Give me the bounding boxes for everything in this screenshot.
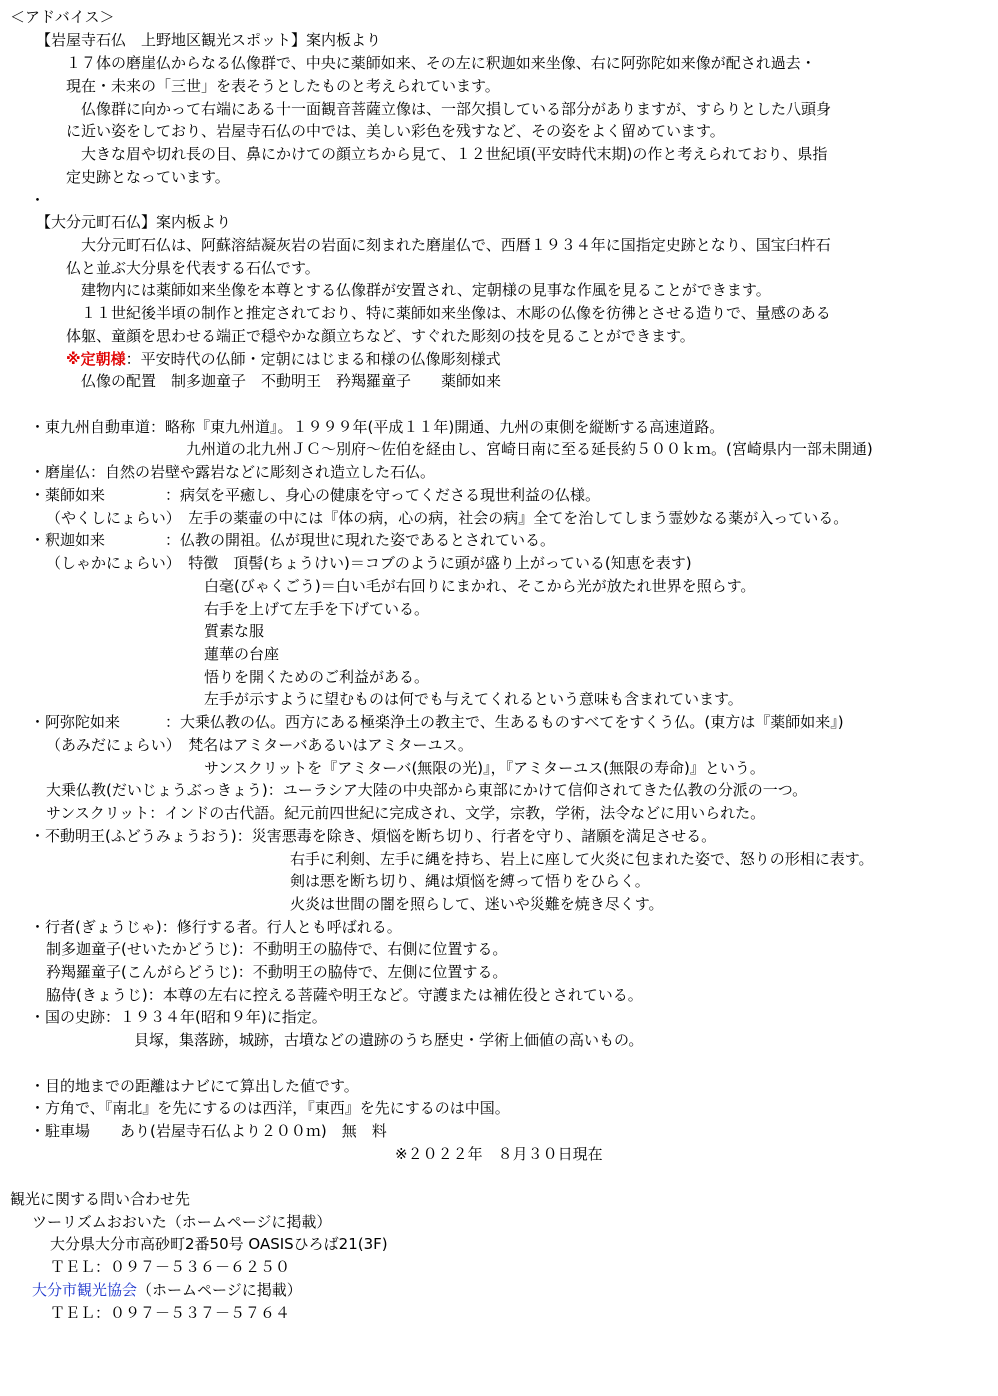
glossary-line: ・釈迦如来 ：仏教の開祖。仏が現世に現れた姿であるとされている。 — [30, 531, 556, 549]
motomachi-line: 体躯、童顔を思わせる端正で穏やかな顔立ちなど、すぐれた彫刻の技を見ることができます。 — [66, 327, 695, 345]
iwaya-title: 【岩屋寺石仏 上野地区観光スポット】案内板より — [36, 31, 382, 49]
glossary-line: 蓮華の台座 — [204, 645, 280, 663]
jocho-note — [66, 348, 501, 370]
glossary-line: ・東九州自動車道：略称『東九州道』。１９９９年(平成１１年)開通、九州の東側を縦断する高速道路。 — [30, 418, 725, 436]
glossary-line: 貝塚，集落跡，城跡，古墳などの遺跡のうち歴史・学術上価値の高いもの。 — [134, 1031, 644, 1049]
glossary-line: 悟りを開くためのご利益がある。 — [204, 668, 430, 686]
glossary-line: サンスクリット：インドの古代語。紀元前四世紀に完成され、文学，宗教，学術，法令などに用いられた。 — [46, 804, 766, 822]
as-of-date: ※２０２２年 ８月３０日現在 — [395, 1145, 603, 1163]
glossary-line: 九州道の北九州ＪＣ～別府～佐伯を経由し、宮崎日南に至る延長約５００ｋｍ。(宮崎県内一部未開通) — [186, 440, 873, 458]
glossary-line: 矜羯羅童子(こんがらどうじ)：不動明王の脇侍で、左側に位置する。 — [46, 963, 508, 981]
advice-heading: ＜アドバイス＞ — [10, 8, 115, 26]
glossary-line: ・国の史跡：１９３４年(昭和９年)に指定。 — [30, 1008, 327, 1026]
tourism-oita-name: ツーリズムおおいた（ホームページに掲載） — [32, 1213, 332, 1231]
glossary-line: 脇侍(きょうじ)：本尊の左右に控える菩薩や明王など。守護または補佐役とされている。 — [46, 986, 643, 1004]
iwaya-line: に近い姿をしており、岩屋寺石仏の中では、美しい彩色を残すなど、その姿をよく留めています。 — [66, 122, 725, 140]
glossary-line: （しゃかにょらい） 特徴 頂髻(ちょうけい)＝コブのように頭が盛り上がっている(知恵を表す) — [46, 554, 692, 572]
note-line: ・駐車場 あり(岩屋寺石仏より２００ｍ) 無 料 — [30, 1122, 387, 1140]
motomachi-title: 【大分元町石仏】案内板より — [36, 213, 232, 231]
iwaya-line: 仏像群に向かって右端にある十一面観音菩薩立像は、一部欠損している部分がありますが、すらりとした八頭身 — [81, 100, 832, 118]
glossary-line: 火炎は世間の闇を照らして、迷いや災難を焼き尽くす。 — [290, 895, 664, 913]
note-mark: ※ — [66, 350, 81, 368]
glossary-line: サンスクリットを『アミターバ(無限の光)』，『アミターユス(無限の寿命)』という。 — [204, 759, 765, 777]
oita-tourism-association — [32, 1279, 302, 1301]
jocho-definition: ：平安時代の仏師・定朝にはじまる和様の仏像彫刻様式 — [125, 350, 501, 368]
glossary-line: ・磨崖仏：自然の岩壁や露岩などに彫刻され造立した石仏。 — [30, 463, 436, 481]
iwaya-line: １７体の磨崖仏からなる仏像群で、中央に薬師如来、その左に釈迦如来坐像、右に阿弥陀如来像が配され過去・ — [66, 54, 816, 72]
glossary-line: 剣は悪を断ち切り、縄は煩悩を縛って悟りをひらく。 — [290, 872, 650, 890]
glossary-line: 右手を上げて左手を下げている。 — [204, 600, 430, 618]
oita-tourism-association-tel: ＴＥＬ：０９７－５３７－５７６４ — [50, 1304, 291, 1322]
iwaya-line: 定史跡となっています。 — [66, 168, 230, 186]
glossary-line: ・薬師如来 ：病気を平癒し、身心の健康を守ってくださる現世利益の仏様。 — [30, 486, 601, 504]
iwaya-line: 大きな眉や切れ長の目、鼻にかけての顔立ちから見て、１２世紀頃(平安時代末期)の作と考えられており、県指 — [81, 145, 828, 163]
oita-tourism-association-link[interactable]: 大分市観光協会 — [32, 1281, 138, 1299]
tourism-oita-address: 大分県大分市高砂町2番50号 OASISひろば21(3F) — [50, 1235, 388, 1253]
motomachi-line: 建物内には薬師如来坐像を本尊とする仏像群が安置され、定朝様の見事な作風を見ることができます。 — [81, 281, 771, 299]
glossary-line: ・阿弥陀如来 ：大乗仏教の仏。西方にある極楽浄土の教主で、生あるものすべてをすくう仏。(東方は『薬師如来』) — [30, 713, 844, 731]
motomachi-line: 大分元町石仏は、阿蘇溶結凝灰岩の岩面に刻まれた磨崖仏で、西暦１９３４年に国指定史跡となり、国宝臼杵石 — [81, 236, 831, 254]
glossary-line: 右手に利剣、左手に縄を持ち、岩上に座して火炎に包まれた姿で、怒りの形相に表す。 — [290, 850, 874, 868]
glossary-line: 制多迦童子(せいたかどうじ)：不動明王の脇侍で、右側に位置する。 — [46, 940, 508, 958]
glossary-line: 左手が示すように望むものは何でも与えてくれるという意味も含まれています。 — [204, 690, 743, 708]
motomachi-line: １１世紀後半頃の制作と推定されており、特に薬師如来坐像は、木彫の仏像を彷彿とさせる造りで、量感のある — [81, 304, 831, 322]
contact-heading: 観光に関する問い合わせ先 — [10, 1190, 191, 1208]
glossary-line: ・行者(ぎょうじゃ)：修行する者。行人とも呼ばれる。 — [30, 918, 402, 936]
glossary-line: ・不動明王(ふどうみょうおう)：災害悪毒を除き、煩悩を断ち切り、行者を守り、諸願を満足させる。 — [30, 827, 717, 845]
jocho-term: 定朝様 — [80, 350, 126, 368]
iwaya-line: 現在・未来の「三世」を表そうとしたものと考えられています。 — [66, 77, 500, 95]
oita-tourism-association-note: （ホームページに掲載） — [137, 1281, 302, 1299]
tourism-oita-tel: ＴＥＬ：０９７－５３６－６２５０ — [50, 1258, 291, 1276]
note-line: ・目的地までの距離はナビにて算出した値です。 — [30, 1077, 359, 1095]
glossary-line: 大乗仏教(だいじょうぶっきょう)：ユーラシア大陸の中央部から東部にかけて信仰されてきた仏教の分派の一つ。 — [46, 781, 808, 799]
bullet-mark: ・ — [30, 191, 46, 209]
buddha-placement: 仏像の配置 制多迦童子 不動明王 矜羯羅童子 薬師如来 — [81, 372, 502, 390]
note-line: ・方角で、『南北』を先にするのは西洋，『東西』を先にするのは中国。 — [30, 1099, 510, 1117]
motomachi-line: 仏と並ぶ大分県を代表する石仏です。 — [66, 259, 320, 277]
glossary-line: 白毫(びゃくごう)＝白い毛が右回りにまかれ、そこから光が放たれ世界を照らす。 — [204, 577, 756, 595]
glossary-line: （あみだにょらい） 梵名はアミターバあるいはアミターユス。 — [46, 736, 473, 754]
glossary-line: 質素な服 — [204, 622, 265, 640]
glossary-line: （やくしにょらい） 左手の薬壷の中には『体の病，心の病，社会の病』全てを治してしまう霊妙なる薬が入っている。 — [46, 509, 849, 527]
